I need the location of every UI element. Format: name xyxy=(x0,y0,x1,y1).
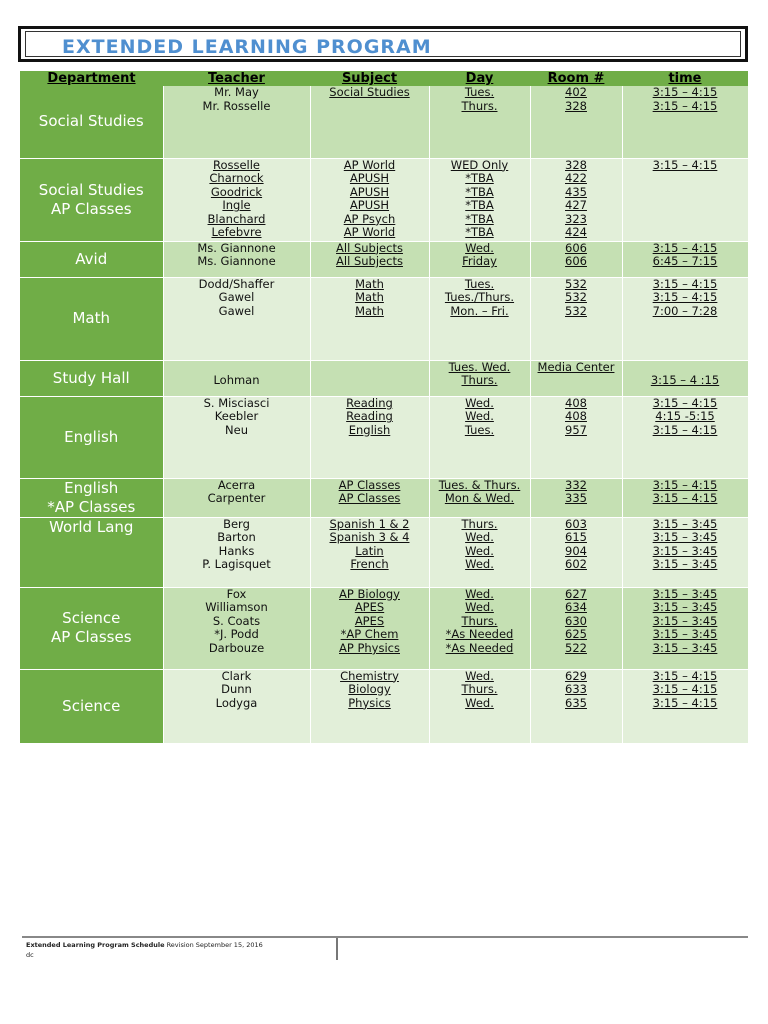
times-cell xyxy=(622,587,748,669)
day-entry: Thurs. xyxy=(461,373,498,388)
times-cell xyxy=(622,158,748,241)
teacher-entry: Hanks xyxy=(218,543,255,558)
subject-entry: All Subjects xyxy=(336,240,403,255)
table-row xyxy=(20,277,748,360)
department-name: Social Studies xyxy=(38,180,144,199)
teachers-cell xyxy=(163,587,310,669)
teachers-cell xyxy=(163,158,310,241)
teacher-entry: Charnock xyxy=(209,171,264,186)
day-entry: Tues. xyxy=(464,276,495,291)
time-entry: 3:15 – 3:45 xyxy=(652,516,718,531)
header-room: Room # xyxy=(530,71,622,86)
room-entry: 408 xyxy=(565,409,587,424)
teacher-entry: Lohman xyxy=(213,373,260,388)
subjects-cell xyxy=(310,360,429,396)
footer-title: Extended Learning Program Schedule xyxy=(26,941,165,949)
time-entry: 3:15 – 4:15 xyxy=(652,695,718,710)
day-entry: Thurs. xyxy=(461,98,498,113)
day-entry: Thurs. xyxy=(461,613,498,628)
department-name: Avid xyxy=(75,249,108,268)
room-entry: 408 xyxy=(565,395,587,410)
teacher-entry: S. Misciasci xyxy=(203,395,270,410)
teacher-entry: Ingle xyxy=(222,198,251,213)
time-entry: 3:15 – 4:15 xyxy=(652,395,718,410)
teacher-entry: Barton xyxy=(217,530,256,545)
subjects-cell xyxy=(310,86,429,158)
teachers-cell xyxy=(163,396,310,478)
room-entry: 402 xyxy=(565,85,587,99)
footer-revision: Revision September 15, 2016 xyxy=(166,941,263,949)
day-entry: *TBA xyxy=(465,184,494,199)
table-row xyxy=(20,396,748,478)
footer-divider xyxy=(336,938,338,960)
subject-entry: Latin xyxy=(355,543,384,558)
times-cell xyxy=(622,360,748,396)
table-row xyxy=(20,587,748,669)
time-entry: 6:45 – 7:15 xyxy=(652,254,718,269)
time-entry: 3:15 – 4:15 xyxy=(652,668,718,683)
room-entry: 606 xyxy=(565,254,587,269)
day-entry: Tues. Wed. xyxy=(448,359,511,374)
department-name: *AP Classes xyxy=(47,497,136,516)
teacher-entry: Berg xyxy=(223,516,250,531)
page-title: EXTENDED LEARNING PROGRAM xyxy=(62,36,432,58)
time-entry: 3:15 – 3:45 xyxy=(652,586,718,601)
room-entry: 328 xyxy=(565,98,587,113)
room-entry: 606 xyxy=(565,240,587,255)
room-entry: 904 xyxy=(565,543,587,558)
room-entry: 422 xyxy=(565,171,587,186)
subject-entry: Spanish 3 & 4 xyxy=(329,530,410,545)
rooms-cell xyxy=(530,241,622,277)
subject-entry: Chemistry xyxy=(340,668,399,683)
teacher-entry: Neu xyxy=(225,422,248,437)
subject-entry: APUSH xyxy=(349,171,390,186)
time-entry: 3:15 – 3:45 xyxy=(652,627,718,642)
subject-entry: AP World xyxy=(343,225,396,240)
department-name: AP Classes xyxy=(50,199,132,218)
department-name: Science xyxy=(62,696,121,715)
time-entry: 3:15 – 4:15 xyxy=(652,682,718,697)
days-cell xyxy=(429,478,530,517)
subjects-cell xyxy=(310,587,429,669)
rooms-cell xyxy=(530,277,622,360)
time-entry: 3:15 – 3:45 xyxy=(652,557,718,572)
teacher-entry: Ms. Giannone xyxy=(197,254,276,269)
teachers-cell xyxy=(163,241,310,277)
rooms-cell xyxy=(530,587,622,669)
teacher-entry: Gawel xyxy=(218,303,255,318)
teacher-entry: Ms. Giannone xyxy=(197,240,276,255)
room-entry: 633 xyxy=(565,682,587,697)
subject-entry: *AP Chem xyxy=(340,627,399,642)
room-entry: 532 xyxy=(565,290,587,305)
day-entry: Thurs. xyxy=(461,516,498,531)
subject-entry: Biology xyxy=(348,682,391,697)
room-entry: 522 xyxy=(565,640,587,655)
day-entry: Wed. xyxy=(465,600,494,615)
time-entry: 3:15 – 4:15 xyxy=(652,85,718,99)
time-entry: 3:15 – 3:45 xyxy=(652,530,718,545)
days-cell xyxy=(429,587,530,669)
day-entry: Wed. xyxy=(465,240,494,255)
subjects-cell xyxy=(310,396,429,478)
time-entry: 3:15 – 4:15 xyxy=(652,477,718,492)
teacher-entry: Carpenter xyxy=(207,491,266,506)
department-name: English xyxy=(64,427,119,446)
room-entry: 615 xyxy=(565,530,587,545)
subject-entry: Math xyxy=(355,290,384,305)
teacher-entry: Dunn xyxy=(221,682,252,697)
department-cell xyxy=(20,478,163,517)
days-cell xyxy=(429,360,530,396)
day-entry: Wed. xyxy=(465,668,494,683)
days-cell xyxy=(429,158,530,241)
day-entry: Mon. – Fri. xyxy=(450,303,509,318)
subject-entry: AP Psych xyxy=(343,211,396,226)
teacher-entry: Rosselle xyxy=(212,157,261,172)
room-entry: 957 xyxy=(565,422,587,437)
footer-rule xyxy=(22,936,748,938)
room-entry: 625 xyxy=(565,627,587,642)
times-cell xyxy=(622,396,748,478)
day-entry: *TBA xyxy=(465,171,494,186)
subjects-cell xyxy=(310,669,429,743)
teachers-cell xyxy=(163,360,310,396)
room-entry: 424 xyxy=(565,225,587,240)
time-entry: 3:15 – 3:45 xyxy=(652,613,718,628)
teachers-cell xyxy=(163,277,310,360)
times-cell xyxy=(622,517,748,587)
department-name: Science xyxy=(62,609,121,627)
subject-entry: Physics xyxy=(348,695,391,710)
header-time: time xyxy=(622,71,748,86)
subject-entry: Reading xyxy=(346,395,393,410)
room-entry: 328 xyxy=(565,157,587,172)
room-entry: Media Center xyxy=(537,359,615,374)
subject-entry: APUSH xyxy=(349,198,390,213)
subjects-cell xyxy=(310,241,429,277)
teacher-entry: Goodrick xyxy=(210,184,263,199)
department-name: Study Hall xyxy=(52,368,130,387)
days-cell xyxy=(429,86,530,158)
time-entry: 4:15 -5:15 xyxy=(655,409,715,424)
header-teacher: Teacher xyxy=(163,71,310,86)
table-row xyxy=(20,517,748,587)
teachers-cell xyxy=(163,478,310,517)
subjects-cell xyxy=(310,158,429,241)
department-cell xyxy=(20,86,163,158)
title-inner-border xyxy=(25,31,741,57)
time-entry: 3:15 – 3:45 xyxy=(652,600,718,615)
day-entry: Tues. & Thurs. xyxy=(438,477,521,492)
teacher-entry: Williamson xyxy=(205,600,268,615)
department-cell xyxy=(20,277,163,360)
day-entry: Tues. xyxy=(464,422,495,437)
room-entry: 335 xyxy=(565,491,587,506)
department-name: World Lang xyxy=(49,517,134,536)
department-name: AP Classes xyxy=(50,628,132,646)
teacher-entry: Blanchard xyxy=(207,211,266,226)
subject-entry: English xyxy=(348,422,391,437)
header-department: Department xyxy=(20,71,163,86)
department-cell xyxy=(20,517,163,587)
time-entry: 3:15 – 4:15 xyxy=(652,276,718,291)
teacher-entry: Darbouze xyxy=(208,640,265,655)
day-entry: Friday xyxy=(462,254,497,269)
rooms-cell xyxy=(530,396,622,478)
teacher-entry: P. Lagisquet xyxy=(202,557,271,572)
days-cell xyxy=(429,396,530,478)
subject-entry: Social Studies xyxy=(329,85,410,99)
day-entry: WED Only xyxy=(450,157,509,172)
teacher-entry: Lefebvre xyxy=(211,225,262,240)
subjects-cell xyxy=(310,478,429,517)
day-entry: Wed. xyxy=(465,395,494,410)
schedule-table xyxy=(20,71,749,744)
rooms-cell xyxy=(530,86,622,158)
teachers-cell xyxy=(163,669,310,743)
subjects-cell xyxy=(310,277,429,360)
table-body xyxy=(20,86,748,743)
subject-entry: All Subjects xyxy=(336,254,403,269)
day-entry: *As Needed xyxy=(445,640,514,655)
subject-entry: Math xyxy=(355,303,384,318)
day-entry: Wed. xyxy=(465,543,494,558)
table-row xyxy=(20,241,748,277)
table-row xyxy=(20,86,748,158)
department-cell xyxy=(20,396,163,478)
subject-entry: AP Classes xyxy=(338,477,401,492)
teacher-entry: Dodd/Shaffer xyxy=(198,276,275,291)
teacher-entry: Clark xyxy=(221,668,252,683)
department-cell xyxy=(20,669,163,743)
rooms-cell xyxy=(530,517,622,587)
times-cell xyxy=(622,478,748,517)
day-entry: Wed. xyxy=(465,557,494,572)
subject-entry: Reading xyxy=(346,409,393,424)
room-entry: 435 xyxy=(565,184,587,199)
department-cell xyxy=(20,360,163,396)
subject-entry: Math xyxy=(355,276,384,291)
table-row xyxy=(20,158,748,241)
header-subject: Subject xyxy=(310,71,429,86)
teacher-entry: Lodyga xyxy=(215,695,258,710)
rooms-cell xyxy=(530,478,622,517)
day-entry: *TBA xyxy=(465,225,494,240)
day-entry: Tues. xyxy=(464,85,495,99)
room-entry: 332 xyxy=(565,477,587,492)
room-entry: 630 xyxy=(565,613,587,628)
room-entry: 532 xyxy=(565,276,587,291)
teacher-entry: S. Coats xyxy=(212,613,261,628)
day-entry: *As Needed xyxy=(445,627,514,642)
department-cell xyxy=(20,587,163,669)
day-entry: Wed. xyxy=(465,695,494,710)
room-entry: 323 xyxy=(565,211,587,226)
days-cell xyxy=(429,277,530,360)
footer-initials: dc xyxy=(26,951,34,959)
department-cell xyxy=(20,158,163,241)
rooms-cell xyxy=(530,360,622,396)
subject-entry: APUSH xyxy=(349,184,390,199)
day-entry: Thurs. xyxy=(461,682,498,697)
teachers-cell xyxy=(163,86,310,158)
time-entry: 3:15 – 4:15 xyxy=(652,157,718,172)
room-entry: 634 xyxy=(565,600,587,615)
teacher-entry: Fox xyxy=(226,586,247,601)
days-cell xyxy=(429,669,530,743)
day-entry: Wed. xyxy=(465,586,494,601)
subject-entry: AP Classes xyxy=(338,491,401,506)
header-day: Day xyxy=(429,71,530,86)
time-entry: 7:00 – 7:28 xyxy=(652,303,718,318)
day-entry: Tues./Thurs. xyxy=(444,290,515,305)
department-cell xyxy=(20,241,163,277)
room-entry: 635 xyxy=(565,695,587,710)
department-name: English xyxy=(64,478,119,497)
teacher-entry: Mr. May xyxy=(214,85,259,99)
subject-entry: Spanish 1 & 2 xyxy=(329,516,410,531)
day-entry: Mon & Wed. xyxy=(444,491,515,506)
teacher-entry: Mr. Rosselle xyxy=(202,98,271,113)
time-entry: 3:15 – 4:15 xyxy=(652,422,718,437)
table-row xyxy=(20,669,748,743)
subject-entry: AP Biology xyxy=(339,586,400,601)
rooms-cell xyxy=(530,669,622,743)
department-name: Social Studies xyxy=(38,112,144,131)
rooms-cell xyxy=(530,158,622,241)
room-entry: 603 xyxy=(565,516,587,531)
room-entry: 627 xyxy=(565,586,587,601)
subject-entry: APES xyxy=(354,613,385,628)
times-cell xyxy=(622,241,748,277)
room-entry: 532 xyxy=(565,303,587,318)
teacher-entry: Acerra xyxy=(217,477,256,492)
time-entry: 3:15 – 4 :15 xyxy=(650,373,720,388)
time-entry: 3:15 – 4:15 xyxy=(652,240,718,255)
day-entry: Wed. xyxy=(465,530,494,545)
times-cell xyxy=(622,86,748,158)
room-entry: 602 xyxy=(565,557,587,572)
day-entry: Wed. xyxy=(465,409,494,424)
subject-entry: AP World xyxy=(343,157,396,172)
days-cell xyxy=(429,241,530,277)
days-cell xyxy=(429,517,530,587)
time-entry: 3:15 – 3:45 xyxy=(652,543,718,558)
teachers-cell xyxy=(163,517,310,587)
room-entry: 427 xyxy=(565,198,587,213)
table-row xyxy=(20,478,748,517)
subject-entry: AP Physics xyxy=(339,640,400,655)
department-name: Math xyxy=(72,309,111,327)
times-cell xyxy=(622,669,748,743)
subjects-cell xyxy=(310,517,429,587)
time-entry: 3:15 – 4:15 xyxy=(652,98,718,113)
teacher-entry: Gawel xyxy=(218,290,255,305)
table-row xyxy=(20,360,748,396)
teacher-entry: *J. Podd xyxy=(214,627,259,642)
time-entry: 3:15 – 4:15 xyxy=(652,491,718,506)
teacher-entry: Keebler xyxy=(214,409,259,424)
room-entry: 629 xyxy=(565,668,587,683)
day-entry: *TBA xyxy=(465,211,494,226)
times-cell xyxy=(622,277,748,360)
header-row xyxy=(20,71,748,86)
subject-entry: APES xyxy=(354,600,385,615)
subject-entry: French xyxy=(350,557,389,572)
time-entry: 3:15 – 4:15 xyxy=(652,290,718,305)
time-entry: 3:15 – 3:45 xyxy=(652,640,718,655)
title-box xyxy=(18,26,748,62)
day-entry: *TBA xyxy=(465,198,494,213)
footer-text xyxy=(26,941,263,949)
